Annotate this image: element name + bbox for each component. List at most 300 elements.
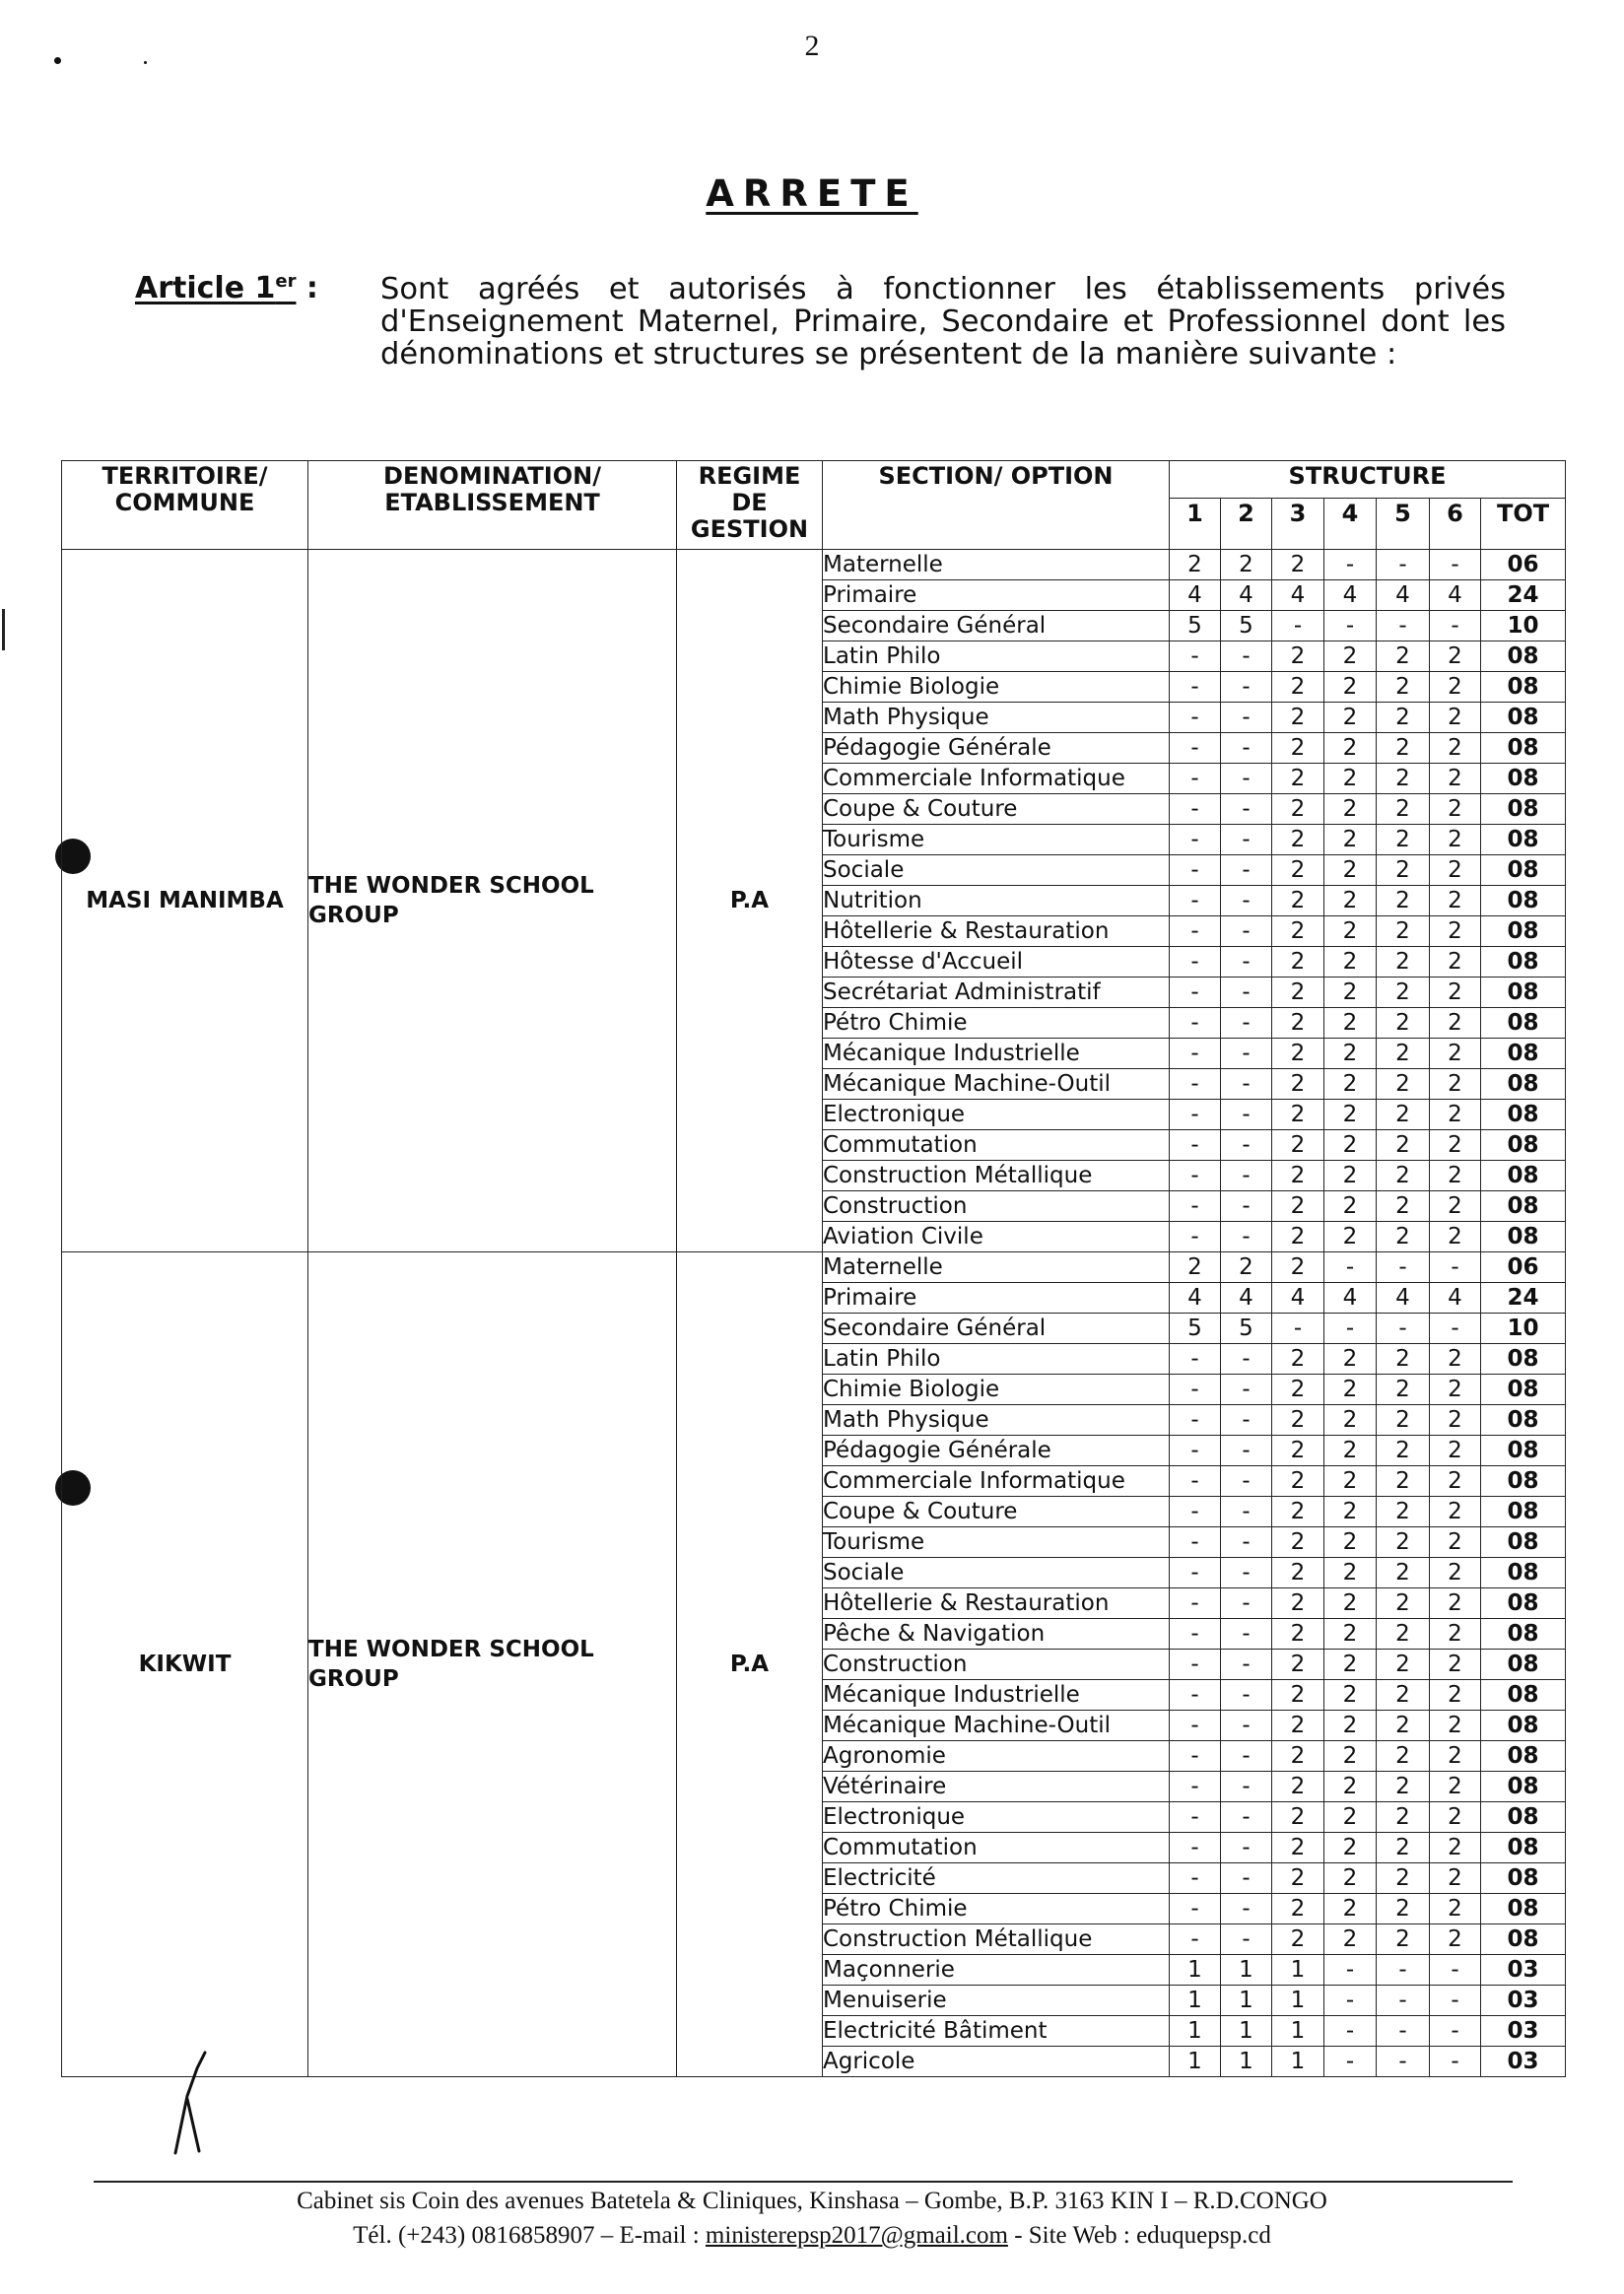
level-2-cell: - [1221,1863,1272,1894]
level-5-cell: 2 [1377,886,1430,916]
level-1-cell: - [1170,1558,1221,1588]
level-5-cell: 2 [1377,916,1430,947]
level-1-cell: - [1170,1222,1221,1252]
footer-website: - Site Web : eduquepsp.cd [1007,2222,1271,2249]
level-6-cell: 2 [1430,1802,1481,1833]
level-4-cell: - [1324,2047,1377,2077]
level-1-cell: - [1170,1344,1221,1375]
level-2-cell: - [1221,947,1272,978]
total-cell: 08 [1481,886,1566,916]
footer-email-link[interactable]: ministerepsp2017@gmail.com [705,2222,1008,2249]
level-3-cell: 2 [1272,1008,1324,1039]
total-cell: 10 [1481,611,1566,641]
level-5-cell: - [1377,1252,1430,1283]
total-cell: 08 [1481,641,1566,672]
level-1-cell: - [1170,672,1221,703]
option-cell: Hôtellerie & Restauration [823,1588,1170,1619]
level-5-cell: 2 [1377,1497,1430,1527]
level-2-cell: - [1221,1405,1272,1436]
level-3-cell: 2 [1272,1558,1324,1588]
total-cell: 06 [1481,550,1566,580]
option-cell: Coupe & Couture [823,794,1170,825]
level-3-cell: 2 [1272,1130,1324,1161]
level-2-cell: 5 [1221,1314,1272,1344]
level-4-cell: 2 [1324,1497,1377,1527]
table-body [62,550,1566,2077]
total-cell: 08 [1481,1497,1566,1527]
level-6-cell: 2 [1430,947,1481,978]
total-cell: 08 [1481,1375,1566,1405]
level-4-cell: 2 [1324,794,1377,825]
total-cell: 08 [1481,1588,1566,1619]
level-6-cell: 2 [1430,1924,1481,1955]
option-cell: Coupe & Couture [823,1497,1170,1527]
level-2-cell: - [1221,1894,1272,1924]
level-4-cell: 2 [1324,764,1377,794]
level-4-cell: 2 [1324,978,1377,1008]
level-4-cell: 2 [1324,1558,1377,1588]
level-1-cell: - [1170,1772,1221,1802]
level-4-cell: 2 [1324,641,1377,672]
level-1-cell: - [1170,1039,1221,1069]
total-cell: 08 [1481,978,1566,1008]
total-cell: 03 [1481,2016,1566,2047]
level-5-cell: - [1377,1955,1430,1986]
level-2-cell: - [1221,1100,1272,1130]
level-2-cell: - [1221,1558,1272,1588]
option-cell: Electronique [823,1100,1170,1130]
level-1-cell: - [1170,1924,1221,1955]
level-1-cell: - [1170,1497,1221,1527]
option-cell: Nutrition [823,886,1170,916]
level-4-cell: 2 [1324,1039,1377,1069]
total-cell: 08 [1481,1833,1566,1863]
option-cell: Primaire [823,580,1170,611]
level-3-cell: 2 [1272,1161,1324,1191]
level-1-cell: 1 [1170,1955,1221,1986]
option-cell: Secondaire Général [823,1314,1170,1344]
level-3-cell: 2 [1272,550,1324,580]
level-3-cell: 2 [1272,916,1324,947]
level-2-cell: - [1221,1588,1272,1619]
level-6-cell: 2 [1430,1039,1481,1069]
level-4-cell: - [1324,1955,1377,1986]
level-5-cell: 2 [1377,1619,1430,1650]
level-1-cell: - [1170,1466,1221,1497]
territoire-cell: MASI MANIMBA [62,550,308,1252]
total-cell: 10 [1481,1314,1566,1344]
level-6-cell: 2 [1430,1436,1481,1466]
level-4-cell: - [1324,2016,1377,2047]
level-4-cell: 2 [1324,916,1377,947]
footer-rule [94,2181,1513,2183]
level-3-cell: 2 [1272,978,1324,1008]
level-6-cell: 2 [1430,1711,1481,1741]
level-2-cell: 4 [1221,580,1272,611]
level-5-cell: 2 [1377,1436,1430,1466]
level-1-cell: - [1170,1008,1221,1039]
option-cell: Aviation Civile [823,1222,1170,1252]
level-6-cell: - [1430,1986,1481,2016]
level-3-cell: 2 [1272,1802,1324,1833]
level-2-cell: - [1221,1130,1272,1161]
total-cell: 08 [1481,1741,1566,1772]
level-3-cell: 4 [1272,580,1324,611]
level-2-cell: - [1221,1527,1272,1558]
level-6-cell: 2 [1430,1833,1481,1863]
regime-cell: P.A [677,550,823,1252]
level-4-cell: - [1324,1314,1377,1344]
level-1-cell: - [1170,1100,1221,1130]
level-6-cell: - [1430,1955,1481,1986]
level-2-cell: 5 [1221,611,1272,641]
level-6-cell: 2 [1430,1894,1481,1924]
level-2-cell: - [1221,1680,1272,1711]
level-4-cell: 2 [1324,703,1377,733]
level-2-cell: - [1221,1466,1272,1497]
option-cell: Mécanique Machine-Outil [823,1711,1170,1741]
level-1-cell: - [1170,1619,1221,1650]
level-6-cell: 2 [1430,672,1481,703]
level-1-cell: - [1170,641,1221,672]
header-regime: REGIME DE GESTION [677,461,823,550]
level-2-cell: 4 [1221,1283,1272,1314]
level-2-cell: - [1221,1924,1272,1955]
level-6-cell: 2 [1430,1619,1481,1650]
territoire-cell: KIKWIT [62,1252,308,2077]
level-4-cell: 2 [1324,1191,1377,1222]
level-3-cell: 2 [1272,1344,1324,1375]
level-6-cell: 2 [1430,1588,1481,1619]
level-3-cell: 2 [1272,886,1324,916]
level-3-cell: 2 [1272,825,1324,855]
level-4-cell: 2 [1324,1650,1377,1680]
level-1-cell: 4 [1170,580,1221,611]
level-3-cell: 2 [1272,855,1324,886]
level-4-cell: 2 [1324,1711,1377,1741]
level-5-cell: 2 [1377,1924,1430,1955]
level-2-cell: - [1221,733,1272,764]
option-cell: Pétro Chimie [823,1008,1170,1039]
level-2-cell: - [1221,1161,1272,1191]
level-3-cell: 2 [1272,1069,1324,1100]
level-5-cell: 2 [1377,1161,1430,1191]
level-4-cell: 2 [1324,1772,1377,1802]
header-level-4: 4 [1324,499,1377,550]
level-6-cell: 2 [1430,733,1481,764]
level-1-cell: - [1170,1069,1221,1100]
level-2-cell: - [1221,855,1272,886]
level-6-cell: 2 [1430,1008,1481,1039]
level-1-cell: 1 [1170,2016,1221,2047]
level-6-cell: 2 [1430,1680,1481,1711]
level-4-cell: 2 [1324,1222,1377,1252]
level-4-cell: 2 [1324,1802,1377,1833]
level-3-cell: 2 [1272,1222,1324,1252]
option-cell: Construction Métallique [823,1924,1170,1955]
level-2-cell: - [1221,1191,1272,1222]
level-3-cell: 1 [1272,2047,1324,2077]
level-3-cell: 2 [1272,1527,1324,1558]
level-4-cell: 2 [1324,1894,1377,1924]
signature-mark [148,2045,237,2163]
level-2-cell: - [1221,1375,1272,1405]
level-4-cell: - [1324,1252,1377,1283]
level-2-cell: - [1221,1711,1272,1741]
level-4-cell: 4 [1324,1283,1377,1314]
level-6-cell: 2 [1430,794,1481,825]
total-cell: 08 [1481,1405,1566,1436]
level-4-cell: 4 [1324,580,1377,611]
option-cell: Pêche & Navigation [823,1619,1170,1650]
total-cell: 08 [1481,947,1566,978]
level-4-cell: 2 [1324,1924,1377,1955]
level-5-cell: 2 [1377,1222,1430,1252]
total-cell: 06 [1481,1252,1566,1283]
level-1-cell: - [1170,1650,1221,1680]
total-cell: 08 [1481,825,1566,855]
level-1-cell: 5 [1170,611,1221,641]
level-3-cell: 2 [1272,764,1324,794]
article-number: Article 1 [135,271,276,305]
level-4-cell: 2 [1324,1130,1377,1161]
level-5-cell: - [1377,550,1430,580]
level-2-cell: 2 [1221,550,1272,580]
option-cell: Mécanique Industrielle [823,1039,1170,1069]
header-level-6: 6 [1430,499,1481,550]
level-1-cell: - [1170,1588,1221,1619]
level-2-cell: - [1221,641,1272,672]
level-4-cell: 2 [1324,1344,1377,1375]
document-title: ARRETE [706,172,918,215]
total-cell: 08 [1481,703,1566,733]
level-4-cell: 2 [1324,733,1377,764]
article-label [135,271,318,305]
regime-cell: P.A [677,1252,823,2077]
level-5-cell: 2 [1377,1130,1430,1161]
level-5-cell: 2 [1377,764,1430,794]
level-6-cell: - [1430,611,1481,641]
level-5-cell: 2 [1377,855,1430,886]
level-2-cell: - [1221,1650,1272,1680]
level-6-cell: 2 [1430,1527,1481,1558]
level-3-cell: 2 [1272,1711,1324,1741]
level-1-cell: - [1170,733,1221,764]
level-1-cell: - [1170,1130,1221,1161]
option-cell: Commutation [823,1130,1170,1161]
level-3-cell: 2 [1272,1833,1324,1863]
level-4-cell: 2 [1324,947,1377,978]
option-cell: Secondaire Général [823,611,1170,641]
article-label-text [135,271,296,305]
header-territoire: TERRITOIRE/ COMMUNE [62,461,308,550]
level-1-cell: - [1170,1711,1221,1741]
level-2-cell: - [1221,1008,1272,1039]
level-5-cell: 2 [1377,1405,1430,1436]
level-3-cell: 2 [1272,1588,1324,1619]
level-5-cell: 2 [1377,733,1430,764]
level-5-cell: 2 [1377,1650,1430,1680]
total-cell: 08 [1481,1711,1566,1741]
option-cell: Electronique [823,1802,1170,1833]
level-5-cell: 4 [1377,580,1430,611]
article-superscript: er [275,271,297,292]
level-3-cell: 2 [1272,1894,1324,1924]
level-2-cell: - [1221,825,1272,855]
total-cell: 08 [1481,1527,1566,1558]
option-cell: Pédagogie Générale [823,733,1170,764]
level-6-cell: 2 [1430,855,1481,886]
level-2-cell: - [1221,1619,1272,1650]
level-3-cell: 2 [1272,794,1324,825]
level-3-cell: 2 [1272,1619,1324,1650]
total-cell: 08 [1481,1802,1566,1833]
level-5-cell: 2 [1377,703,1430,733]
scan-dot [144,61,147,64]
header-denomination: DENOMINATION/ ETABLISSEMENT [308,461,677,550]
level-6-cell: 4 [1430,1283,1481,1314]
scan-dot [54,57,61,64]
level-4-cell: 2 [1324,886,1377,916]
level-6-cell: - [1430,2047,1481,2077]
option-cell: Pédagogie Générale [823,1436,1170,1466]
total-cell: 08 [1481,855,1566,886]
option-cell: Maternelle [823,550,1170,580]
level-1-cell: 5 [1170,1314,1221,1344]
option-cell: Chimie Biologie [823,672,1170,703]
level-4-cell: 2 [1324,825,1377,855]
level-4-cell: 2 [1324,1833,1377,1863]
level-3-cell: - [1272,1314,1324,1344]
option-cell: Latin Philo [823,1344,1170,1375]
level-6-cell: - [1430,550,1481,580]
level-5-cell: - [1377,2016,1430,2047]
level-2-cell: - [1221,1039,1272,1069]
level-1-cell: - [1170,1802,1221,1833]
level-1-cell: - [1170,1436,1221,1466]
option-cell: Latin Philo [823,641,1170,672]
level-4-cell: 2 [1324,1375,1377,1405]
etablissement-cell: THE WONDER SCHOOL GROUP [308,550,677,1252]
level-2-cell: - [1221,1833,1272,1863]
level-6-cell: 2 [1430,825,1481,855]
table-row [62,550,1566,580]
total-cell: 08 [1481,1436,1566,1466]
level-5-cell: 2 [1377,1039,1430,1069]
level-4-cell: - [1324,611,1377,641]
level-5-cell: 2 [1377,1802,1430,1833]
level-5-cell: 4 [1377,1283,1430,1314]
level-6-cell: 2 [1430,1069,1481,1100]
total-cell: 08 [1481,1680,1566,1711]
level-6-cell: 2 [1430,1650,1481,1680]
level-4-cell: 2 [1324,1527,1377,1558]
level-4-cell: 2 [1324,1008,1377,1039]
level-3-cell: 2 [1272,1191,1324,1222]
total-cell: 03 [1481,2047,1566,2077]
level-5-cell: 2 [1377,1863,1430,1894]
header-level-3: 3 [1272,499,1324,550]
level-6-cell: 2 [1430,1100,1481,1130]
level-5-cell: 2 [1377,1466,1430,1497]
level-3-cell: 2 [1272,1741,1324,1772]
level-4-cell: 2 [1324,855,1377,886]
level-1-cell: - [1170,1894,1221,1924]
level-5-cell: 2 [1377,1008,1430,1039]
level-2-cell: - [1221,1741,1272,1772]
level-2-cell: - [1221,1772,1272,1802]
level-1-cell: 2 [1170,550,1221,580]
level-1-cell: - [1170,886,1221,916]
option-cell: Commerciale Informatique [823,764,1170,794]
level-2-cell: - [1221,1436,1272,1466]
level-4-cell: 2 [1324,1619,1377,1650]
level-6-cell: 2 [1430,764,1481,794]
level-1-cell: - [1170,1161,1221,1191]
structure-table [61,460,1566,2077]
level-5-cell: 2 [1377,672,1430,703]
header-tot: TOT [1481,499,1566,550]
level-6-cell: 2 [1430,1130,1481,1161]
option-cell: Maternelle [823,1252,1170,1283]
level-2-cell: - [1221,1222,1272,1252]
level-5-cell: 2 [1377,1680,1430,1711]
option-cell: Hôtellerie & Restauration [823,916,1170,947]
page-number: 2 [804,30,820,62]
option-cell: Math Physique [823,1405,1170,1436]
total-cell: 08 [1481,1558,1566,1588]
level-6-cell: 2 [1430,978,1481,1008]
total-cell: 08 [1481,794,1566,825]
level-5-cell: - [1377,2047,1430,2077]
level-6-cell: 2 [1430,1405,1481,1436]
option-cell: Vétérinaire [823,1772,1170,1802]
level-6-cell: 2 [1430,886,1481,916]
level-4-cell: 2 [1324,1588,1377,1619]
header-structure: STRUCTURE [1170,461,1566,499]
level-4-cell: 2 [1324,1680,1377,1711]
level-5-cell: 2 [1377,794,1430,825]
level-2-cell: 2 [1221,1252,1272,1283]
option-cell: Sociale [823,855,1170,886]
total-cell: 08 [1481,1619,1566,1650]
level-2-cell: - [1221,672,1272,703]
level-1-cell: - [1170,764,1221,794]
level-1-cell: - [1170,1191,1221,1222]
level-1-cell: - [1170,794,1221,825]
level-1-cell: - [1170,855,1221,886]
level-3-cell: 2 [1272,1924,1324,1955]
option-cell: Sociale [823,1558,1170,1588]
option-cell: Electricité [823,1863,1170,1894]
level-3-cell: - [1272,611,1324,641]
level-5-cell: 2 [1377,1069,1430,1100]
option-cell: Construction Métallique [823,1161,1170,1191]
level-2-cell: - [1221,1344,1272,1375]
etablissement-cell: THE WONDER SCHOOL GROUP [308,1252,677,2077]
level-1-cell: - [1170,947,1221,978]
level-2-cell: - [1221,1069,1272,1100]
level-5-cell: 2 [1377,641,1430,672]
option-cell: Primaire [823,1283,1170,1314]
total-cell: 08 [1481,1069,1566,1100]
level-1-cell: - [1170,1527,1221,1558]
level-6-cell: 2 [1430,703,1481,733]
level-2-cell: 1 [1221,1986,1272,2016]
level-4-cell: 2 [1324,1100,1377,1130]
level-6-cell: 2 [1430,1772,1481,1802]
option-cell: Maçonnerie [823,1955,1170,1986]
